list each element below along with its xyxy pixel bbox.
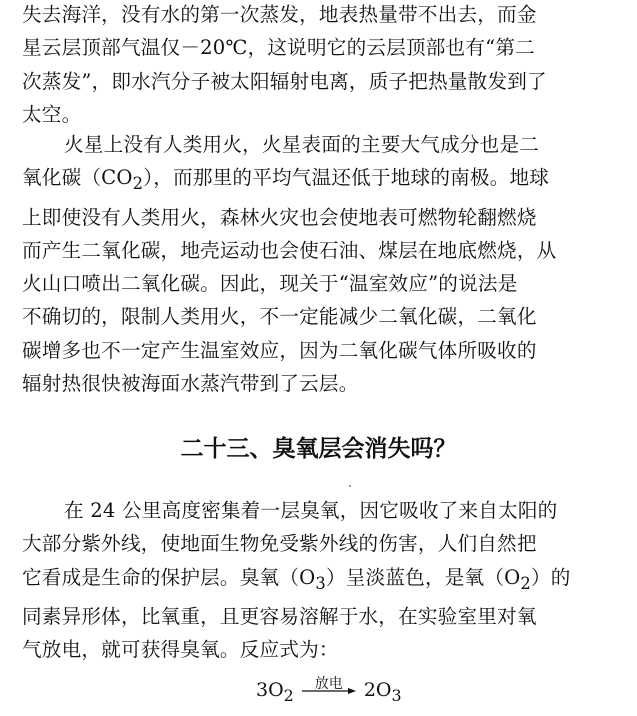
text-line: 气放电，就可获得臭氧。反应式为：: [22, 638, 339, 662]
text-line: 而产生二氧化碳，地壳运动也会使石油、煤层在地底燃烧，从: [22, 238, 557, 262]
text-fragment: ）呈淡蓝色，是氧（O: [325, 565, 521, 589]
arrow-right-icon: [302, 687, 356, 695]
subscript: 2: [520, 573, 531, 593]
text-line: 同素异形体，比氧重，且更容易溶解于水，在实验室里对氧: [22, 604, 537, 628]
text-line: 太空。: [22, 102, 82, 126]
reaction-arrow: [302, 676, 356, 701]
paragraph-venus: [22, 0, 614, 131]
text-fragment: ），而那里的平均气温还低于地球的南极。地球: [143, 166, 550, 190]
text-line: 辐射热很快被海面水蒸汽带到了云层。: [22, 371, 359, 395]
text-line: 上即使没有人类用火，森林火灾也会使地表可燃物轮翻燃烧: [22, 205, 537, 229]
text-line: 失去海洋，没有水的第一次蒸发，地表热量带不出去，而金: [22, 3, 537, 26]
paragraph-ozone: [22, 494, 614, 666]
subscript: 2: [132, 174, 144, 194]
speck: [349, 485, 351, 487]
text-line: 碳增多也不一定产生温室效应，因为二氧化碳气体所吸收的: [22, 338, 537, 362]
text-line: 火星上没有人类用火，火星表面的主要大气成分也是二: [64, 133, 540, 156]
reaction-formula: [256, 670, 402, 716]
text-line: [22, 161, 614, 200]
text-line: 不确切的，限制人类用火，不一定能减少二氧化碳，二氧化: [22, 305, 537, 329]
paragraph-mars: [22, 128, 614, 400]
subscript: 3: [391, 685, 402, 705]
text-line: 大部分紫外线，使地面生物免受紫外线的伤害，人们自然把: [22, 532, 537, 556]
text-line: [22, 561, 614, 600]
text-line: 次蒸发”，即水汽分子被太阳辐射电离，质子把热量散发到了: [22, 69, 547, 93]
formula-product: 2O: [363, 679, 392, 701]
text-fragment: 氧化碳（CO: [22, 166, 133, 190]
section-heading: 二十三、臭氧层会消失吗？: [180, 436, 457, 462]
text-fragment: ）的: [531, 565, 571, 589]
text-fragment: 它看成是生命的保护层。臭氧（O: [22, 565, 316, 589]
formula-reactant: 3O: [256, 679, 284, 701]
subscript: 2: [283, 685, 294, 705]
text-line: 在 24 公里高度密集着一层臭氧，因它吸收了来自太阳的: [64, 499, 558, 522]
subscript: 3: [315, 573, 326, 593]
text-line: 星云层顶部气温仅－20℃，这说明它的云层顶部也有“第二: [22, 36, 535, 60]
arrow-label: 放电: [314, 676, 343, 692]
text-line: 火山口喷出二氧化碳。因此，现关于“温室效应”的说法是: [22, 272, 518, 296]
